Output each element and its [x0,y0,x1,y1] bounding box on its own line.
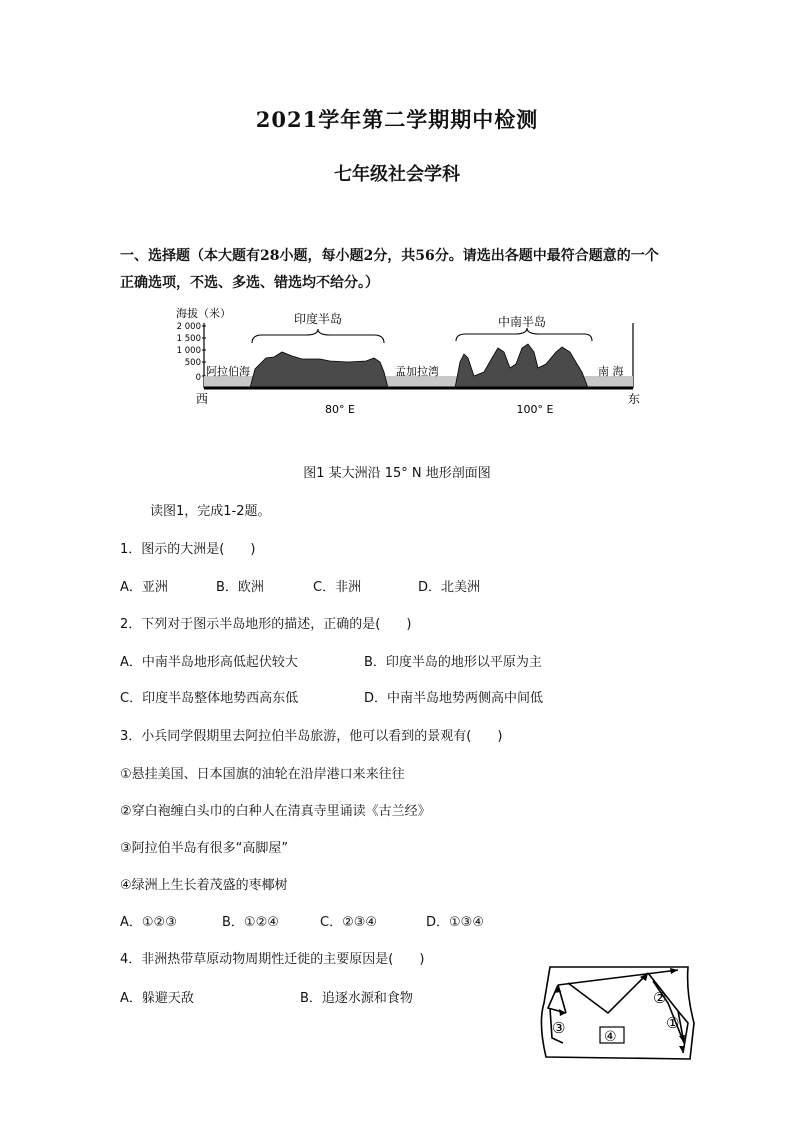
q3-option-a[interactable]: A．①②③ [120,915,177,930]
map-label-2: ② [653,989,667,1007]
ytick-500: 500 [184,358,201,368]
label-80e: 80° E [325,403,355,414]
q1-option-d[interactable]: D．北美洲 [418,580,481,595]
q3-option-d[interactable]: D．①③④ [426,915,484,930]
q3-stem: 3．小兵同学假期里去阿拉伯半岛旅游，他可以看到的景观有( ) [120,729,503,744]
q3-item-2: ②穿白袍缠白头巾的白种人在清真寺里诵读《古兰经》 [120,804,431,819]
q2-options-row1 [120,651,720,671]
q3-option-c[interactable]: C．②③④ [320,915,378,930]
label-arabian-sea: 阿拉伯海 [206,365,250,378]
label-bay-of-bengal: 孟加拉湾 [395,365,439,378]
q4-option-b[interactable]: B．追逐水源和食物 [300,991,413,1006]
q3-options [120,911,720,931]
q2-option-b[interactable]: B．印度半岛的地形以平原为主 [364,655,542,670]
arrowhead [670,968,678,974]
q1-stem: 1．图示的大洲是( ) [120,542,256,557]
ytick-1000: 1 000 [176,346,201,356]
route-line [648,973,684,1043]
migration-map-figure [528,963,698,1063]
label-indochina-peninsula: 中南半岛 [497,315,547,329]
india-bracket [252,329,384,343]
figure-caption: 图1 某大洲沿 15° N 地形剖面图 [303,466,491,481]
q2-options-row2 [120,687,720,707]
q4-options [120,987,520,1007]
ytick-0: 0 [195,373,201,383]
q2-option-d[interactable]: D．中南半岛地势两侧高中间低 [364,691,544,706]
q1-option-b[interactable]: B．欧洲 [216,580,264,595]
q2-option-a[interactable]: A．中南半岛地形高低起伏较大 [120,655,298,670]
q3-option-b[interactable]: B．①②④ [222,915,279,930]
figure-ylabel: 海拔（米） [176,307,231,320]
q3-item-4: ④绿洲上生长着茂盛的枣椰树 [120,878,288,893]
exam-title: 2021学年第二学期期中检测 [255,107,539,132]
q1-options [120,576,720,596]
route-arrowheads [554,968,685,1053]
map-label-4: ④ [604,1029,617,1045]
q4-stem: 4．非洲热带草原动物周期性迁徙的主要原因是( ) [120,952,425,967]
ytick-1500: 1 500 [176,334,201,344]
q1-option-a[interactable]: A．亚洲 [120,580,168,595]
india-peninsula-landform [250,352,388,388]
label-east: 东 [628,392,641,406]
q4-option-a[interactable]: A．躲避天敌 [120,991,194,1006]
q3-item-3: ③阿拉伯半岛有很多“高脚屋” [120,841,289,856]
section-heading-line2: 正确选项，不选、多选、错选均不给分。） [120,275,379,291]
map-label-3: ③ [552,1019,566,1037]
q3-item-1: ①悬挂美国、日本国旗的油轮在沿岸港口来来往往 [120,767,405,782]
arrowhead [679,1035,685,1043]
route-line [558,970,678,985]
ytick-2000: 2 000 [176,322,201,332]
instruction-text: 读图1，完成1-2题。 [150,504,271,519]
migration-routes [548,970,688,1053]
section-heading [120,243,685,297]
terrain-profile-figure [170,306,650,414]
indochina-peninsula-landform [455,344,588,388]
label-india-peninsula: 印度半岛 [293,312,343,326]
q1-option-c[interactable]: C．非洲 [313,580,362,595]
label-west: 西 [196,392,209,406]
exam-subtitle: 七年级社会学科 [334,164,460,185]
section-heading-line1: 一、选择题（本大题有28小题，每小题2分，共56分。请选出各题中最符合题意的一个 [120,248,659,264]
label-100e: 100° E [516,403,554,414]
q2-stem: 2．下列对于图示半岛地形的描述，正确的是( ) [120,617,412,632]
map-label-1: ① [666,1014,680,1032]
label-south-china-sea: 南 海 [598,365,624,378]
q2-option-c[interactable]: C．印度半岛整体地势西高东低 [120,691,299,706]
indochina-bracket [456,328,592,341]
